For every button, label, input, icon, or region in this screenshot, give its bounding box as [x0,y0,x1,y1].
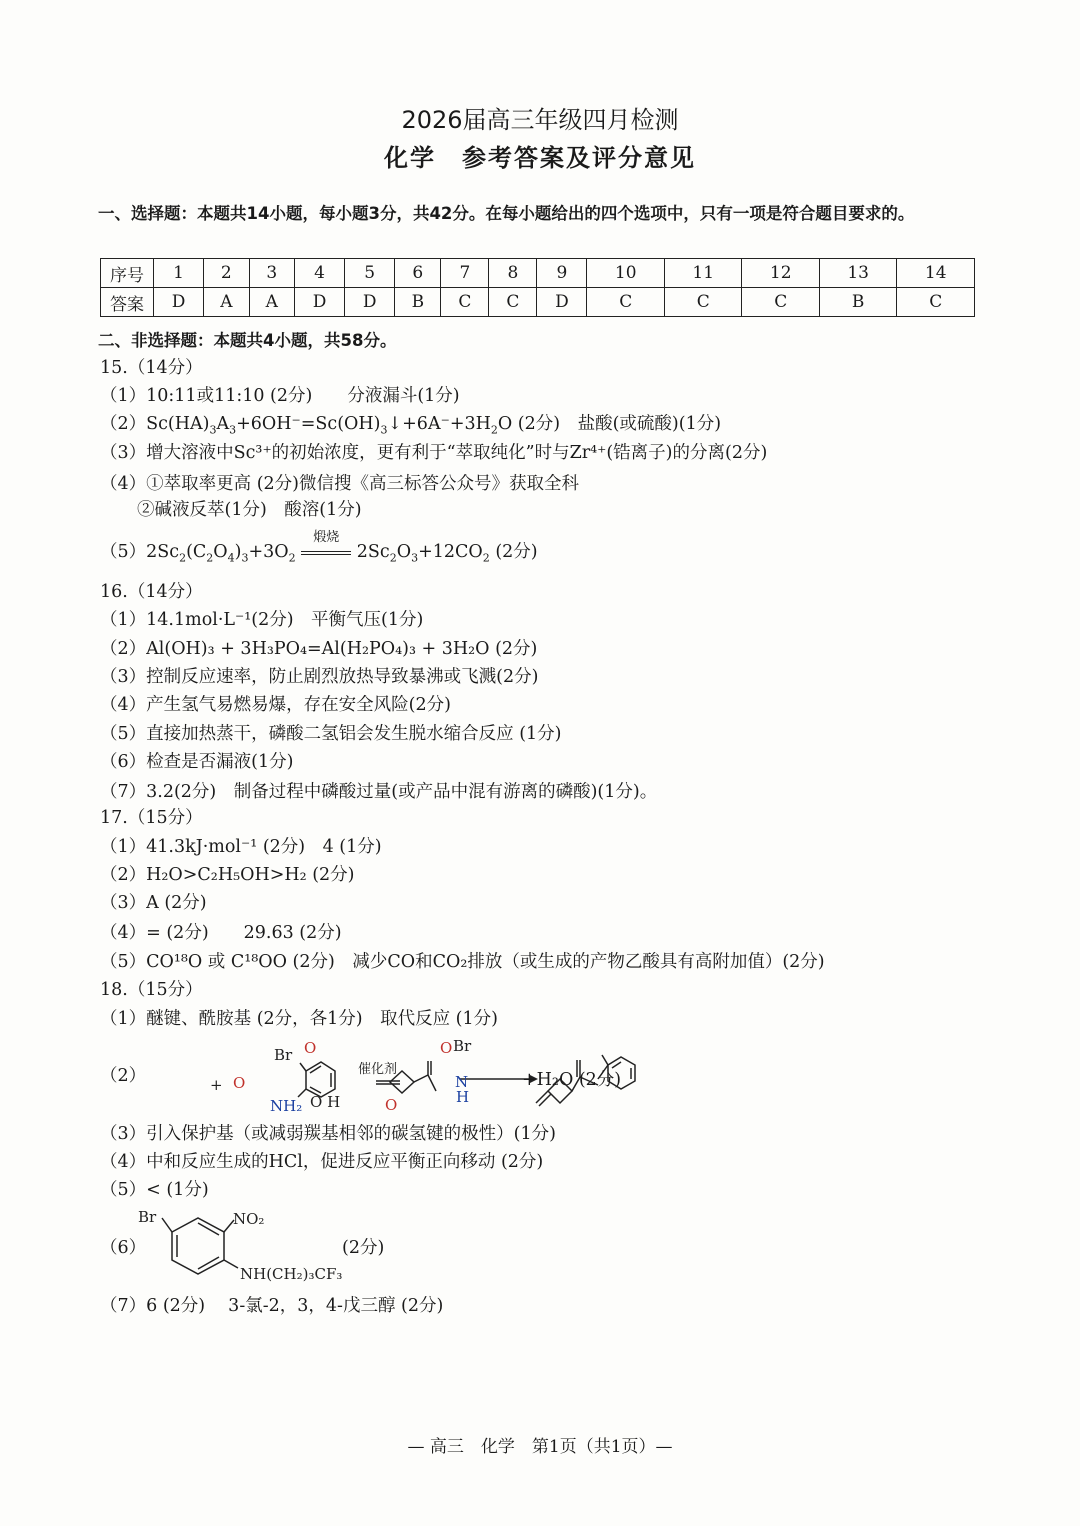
ketone-o-label: O [233,1074,246,1092]
number-row-label: 序号 [101,259,154,288]
amine-substituent-label: NH(CH₂)₃CF₃ [240,1265,343,1283]
answer-cell: C [587,288,664,317]
q15-line3: （3）增大溶液中Sc³⁺的初始浓度，更有利于“萃取纯化”时与Zr⁴⁺(锆离子)的分离(2分) [100,443,768,463]
answer-cell: B [819,288,896,317]
br-label-3: Br [138,1208,157,1226]
answer-cell: B [395,288,441,317]
section2-heading: 二、非选择题：本题共4小题，共58分。 [98,331,397,350]
acid-oh-label: O H [310,1093,341,1111]
q16-line7: （7）3.2(2分) 制备过程中磷酸过量(或产品中混有游离的磷酸)(1分)。 [100,782,658,802]
q15-line5: $(5)2Sc_2(C_2O_4)_3+3O_2$ 煅烧 $2Sc_2O_3+12CO_2$ (2分) [100,540,538,564]
question-number-cell: 4 [295,259,345,288]
amide-n-label: N [455,1073,469,1091]
answer-cell: D [345,288,395,317]
answer-table [100,258,975,317]
question-number-cell: 12 [742,259,819,288]
question-number-cell: 5 [345,259,395,288]
answer-cell: C [664,288,741,317]
section1-heading: 一、选择题：本题共14小题，每小题3分，共42分。在每小题给出的四个选项中，只有一项是符合题目要求的。 [98,204,915,223]
q17-line3: （3）A (2分) [100,893,207,913]
question-number-cell: 8 [489,259,537,288]
question-number-cell: 2 [204,259,249,288]
watermark-text: 微信搜《高三标答公众号》获取全科 [299,474,579,494]
q18-line7: （7）6 (2分) 3-氯-2，3，4-戊三醇 (2分) [100,1296,444,1316]
q15-line4a: （4）①萃取率更高 (2分)微信搜《高三标答公众号》获取全科 [100,474,579,494]
water-product: +H₂O (2分) [522,1070,622,1090]
q16-line2: （2）Al(OH)₃ + 3H₃PO₄=Al(H₂PO₄)₃ + 3H₂O (2分) [100,639,538,659]
question-number-cell: 7 [441,259,489,288]
answer-table-answer-row [101,288,975,317]
q15-line4b: ②碱液反萃(1分) 酸溶(1分) [137,500,362,520]
no2-label: NO₂ [233,1210,265,1228]
q18-line3: （3）引入保护基（或减弱羰基相邻的碳氢键的极性）(1分) [100,1124,556,1144]
question-number-cell: 11 [664,259,741,288]
page-subtitle: 化学 参考答案及评分意见 [384,144,696,172]
page-title: 2026届高三年级四月检测 [401,106,679,134]
q16-line6: （6）检查是否漏液(1分) [100,752,294,772]
question-number-cell: 1 [154,259,204,288]
q15-line1: （1）10:11或11:10 (2分) 分液漏斗(1分) [100,386,460,406]
q17-line1: （1）41.3kJ·mol⁻¹ (2分) 4 (1分) [100,837,382,857]
question-number-cell: 3 [249,259,294,288]
plus-sign: + [210,1076,223,1094]
reaction-condition: 煅烧 [313,530,340,545]
q18-line6-score: (2分) [342,1238,385,1258]
q18-line2-label: （2） [100,1066,147,1086]
answer-cell: A [249,288,294,317]
answer-cell: A [204,288,249,317]
answer-cell: C [441,288,489,317]
q15-heading: 15.（14分） [100,358,203,378]
question-number-cell: 6 [395,259,441,288]
question-number-cell: 9 [537,259,587,288]
question-number-cell: 14 [897,259,975,288]
q16-heading: 16.（14分） [100,582,203,602]
q16-line1: （1）14.1mol·L⁻¹(2分) 平衡气压(1分) [100,610,424,630]
page-footer: — 高三 化学 第1页（共1页）— [407,1437,673,1457]
answer-table-number-row [101,259,975,288]
answer-cell: D [537,288,587,317]
q17-line5: （5）CO¹⁸O 或 C¹⁸OO (2分) 减少CO和CO₂排放（或生成的产物乙酸具有高附加值）(2分) [100,952,825,972]
amide-h-label: H [456,1088,470,1106]
q18-line6-label: （6） [100,1238,147,1258]
q17-line2: （2）H₂O>C₂H₅OH>H₂ (2分) [100,865,355,885]
q16-line5: （5）直接加热蒸干，磷酸二氢铝会发生脱水缩合反应 (1分) [100,724,562,744]
answer-cell: D [154,288,204,317]
amide-o-label: O [440,1039,453,1057]
answer-cell: C [742,288,819,317]
product-ketone-o: O [385,1096,398,1114]
q18-line1: （1）醚键、酰胺基 (2分，各1分) 取代反应 (1分) [100,1009,498,1029]
q18-line5: （5）< (1分) [100,1180,209,1200]
br-label-2: Br [453,1037,472,1055]
q17-line4: （4）= (2分) 29.63 (2分) [100,923,342,943]
answer-cell: C [489,288,537,317]
q18-heading: 18.（15分） [100,980,203,1000]
answer-row-label: 答案 [101,288,154,317]
question-number-cell: 10 [587,259,664,288]
q18-line4: （4）中和反应生成的HCl，促进反应平衡正向移动 (2分) [100,1152,544,1172]
br-label-1: Br [274,1046,293,1064]
answer-cell: D [295,288,345,317]
q16-line4: （4）产生氢气易燃易爆，存在安全风险(2分) [100,695,451,715]
q17-heading: 17.（15分） [100,808,203,828]
q16-line3: （3）控制反应速率，防止剧烈放热导致暴沸或飞溅(2分) [100,667,539,687]
q15-line2: $(2)Sc(HA)_3A_3+6OH^-=Sc(OH)_3↓+6A^-+3H_2O$ (2分) 盐酸(或硫酸)(1分) [100,414,722,437]
acid-o-label: O [304,1039,317,1057]
nh2-label: NH₂ [270,1097,303,1115]
answer-cell: C [897,288,975,317]
question-number-cell: 13 [819,259,896,288]
catalyst-label: 催化剂 [358,1062,398,1077]
